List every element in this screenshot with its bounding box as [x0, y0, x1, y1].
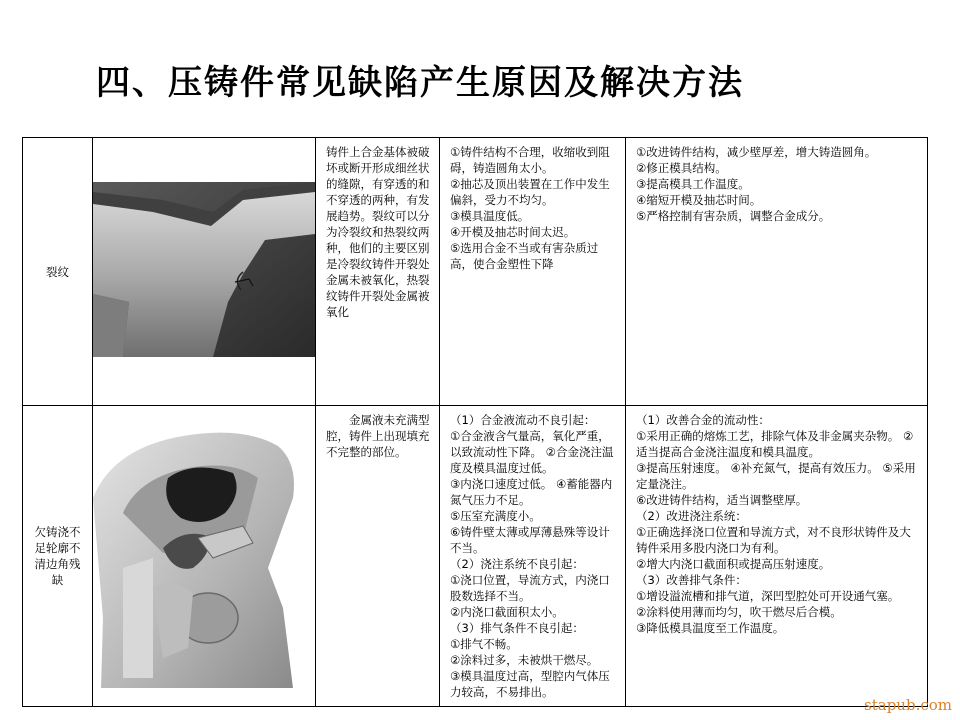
- solution-item: ①采用正确的熔炼工艺，排除气体及非金属夹杂物。 ②适当提高合金浇注温度和模具温度。: [636, 429, 914, 459]
- solution-item: ③降低模具温度至工作温度。: [636, 621, 785, 635]
- watermark: stapub.com: [864, 696, 952, 714]
- cause-item: ①浇口位置，导流方式，内浇口股数选择不当。: [450, 573, 610, 603]
- cause-item: ⑥铸件壁太薄或厚薄悬殊等设计不当。: [450, 525, 610, 555]
- defect-description: 铸件上合金基体被破坏或断开形成细丝状的缝隙，有穿透的和不穿透的两种，有发展趋势。裂纹可以分为冷裂纹和热裂纹两种，他们的主要区别是冷裂纹铸件开裂处金属未被氧化，热裂纹铸件开裂处金属被氧化: [326, 145, 430, 319]
- solution-item: （1）改善合金的流动性：: [636, 413, 770, 427]
- solution-item: （3）改善排气条件：: [636, 573, 747, 587]
- cause-item: （2）浇注系统不良引起：: [450, 557, 584, 571]
- description-cell: [316, 138, 440, 406]
- solutions-cell: [626, 138, 928, 406]
- cause-item: ⑤选用合金不当或有害杂质过高，使合金塑性下降: [450, 241, 599, 271]
- defect-name: 裂纹: [46, 264, 69, 279]
- description-cell: [316, 406, 440, 707]
- cause-item: （1）合金液流动不良引起：: [450, 413, 596, 427]
- cause-item: ④开模及抽芯时间太迟。: [450, 225, 576, 239]
- table-row: [23, 138, 928, 406]
- causes-cell: [440, 406, 626, 707]
- cause-item: ②内浇口截面积太小。: [450, 605, 564, 619]
- cause-item: ①铸件结构不合理，收缩收到阻碍，铸造圆角太小。: [450, 145, 610, 175]
- defect-description: 金属液未充满型腔，铸件上出现填充不完整的部位。: [326, 413, 430, 459]
- causes-cell: [440, 138, 626, 406]
- solution-item: （2）改进浇注系统：: [636, 509, 747, 523]
- solution-item: ①正确选择浇口位置和导流方式，对不良形状铸件及大铸件采用多股内浇口为有利。: [636, 525, 911, 555]
- solution-item: ④缩短开模及抽芯时间。: [636, 193, 762, 207]
- defect-photo-cell: [93, 138, 316, 406]
- cause-item: ⑤压室充满度小。: [450, 509, 541, 523]
- cause-item: ②涂料过多，未被烘干燃尽。: [450, 653, 599, 667]
- solution-item: ①增设溢流槽和排气道，深凹型腔处可开设通气塞。: [636, 589, 900, 603]
- page-title: 四、压铸件常见缺陷产生原因及解决方法: [96, 63, 744, 103]
- cause-item: ③模具温度低。: [450, 209, 530, 223]
- solution-item: ③提高模具工作温度。: [636, 177, 750, 191]
- solution-item: ③提高压射速度。 ④补充氮气，提高有效压力。 ⑤采用定量浇注。: [636, 461, 916, 491]
- solution-item: ⑤严格控制有害杂质，调整合金成分。: [636, 209, 831, 223]
- cause-item: ②抽芯及顶出装置在工作中发生偏斜，受力不均匀。: [450, 177, 610, 207]
- defect-name-cell: [23, 138, 93, 406]
- solution-item: ①改进铸件结构，减少壁厚差，增大铸造圆角。: [636, 145, 877, 159]
- solution-item: ②增大内浇口截面积或提高压射速度。: [636, 557, 831, 571]
- crack-casting-photo: [93, 182, 315, 357]
- cause-item: ③内浇口速度过低。 ④蓄能器内氮气压力不足。: [450, 477, 613, 507]
- solutions-cell: [626, 406, 928, 707]
- defect-name: 欠铸浇不足轮廓不清边角残缺: [34, 525, 81, 587]
- table-row: [23, 406, 928, 707]
- solution-item: ②修正模具结构。: [636, 161, 727, 175]
- defect-photo-cell: [93, 406, 316, 707]
- cause-item: ①合金液含气量高，氧化严重，以致流动性下降。 ②合金浇注温度及模具温度过低。: [450, 429, 614, 475]
- defect-table: [22, 137, 928, 707]
- solution-item: ⑥改进铸件结构，适当调整壁厚。: [636, 493, 808, 507]
- cause-item: ①排气不畅。: [450, 637, 518, 651]
- misrun-casting-photo: [93, 418, 315, 688]
- defect-name-cell: [23, 406, 93, 707]
- solution-item: ②涂料使用薄而均匀，吹干燃尽后合模。: [636, 605, 842, 619]
- cause-item: ③模具温度过高，型腔内气体压力较高，不易排出。: [450, 669, 610, 699]
- cause-item: （3）排气条件不良引起：: [450, 621, 584, 635]
